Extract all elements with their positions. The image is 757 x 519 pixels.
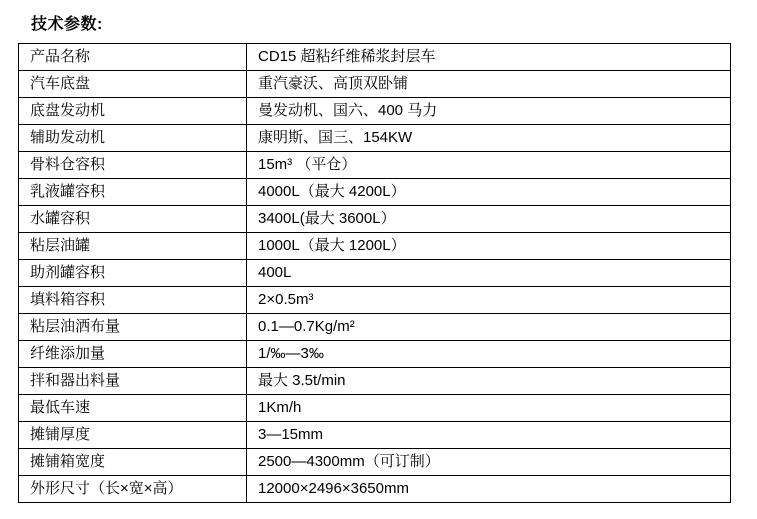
param-label: 粘层油罐 [19,233,247,260]
param-label: 底盘发动机 [19,98,247,125]
param-value: CD15 超粘纤维稀浆封层车 [247,44,731,71]
table-row [19,179,731,206]
table-row [19,98,731,125]
param-value: 重汽豪沃、高顶双卧铺 [247,71,731,98]
table-row [19,71,731,98]
param-value: 1Km/h [247,395,731,422]
table-row [19,341,731,368]
param-value: 4000L（最大 4200L） [247,179,731,206]
param-value: 康明斯、国三、154KW [247,125,731,152]
param-label: 乳液罐容积 [19,179,247,206]
page-title: 技术参数: [31,16,103,33]
param-label: 拌和器出料量 [19,368,247,395]
table-row [19,125,731,152]
spec-table [18,43,731,503]
param-label: 粘层油洒布量 [19,314,247,341]
param-label: 外形尺寸（长×宽×高） [19,476,247,503]
param-value: 15m³ （平仓） [247,152,731,179]
param-value: 12000×2496×3650mm [247,476,731,503]
param-label: 纤维添加量 [19,341,247,368]
table-row [19,422,731,449]
table-row [19,233,731,260]
param-value: 1000L（最大 1200L） [247,233,731,260]
table-row [19,260,731,287]
param-label: 最低车速 [19,395,247,422]
param-value: 400L [247,260,731,287]
param-label: 摊铺厚度 [19,422,247,449]
param-value: 最大 3.5t/min [247,368,731,395]
param-label: 助剂罐容积 [19,260,247,287]
table-row [19,449,731,476]
table-row [19,395,731,422]
table-row [19,206,731,233]
param-value: 1/‰—3‰ [247,341,731,368]
param-label: 摊铺箱宽度 [19,449,247,476]
param-label: 产品名称 [19,44,247,71]
param-label: 辅助发动机 [19,125,247,152]
param-value: 3400L(最大 3600L） [247,206,731,233]
spec-table-body [19,44,731,503]
param-label: 水罐容积 [19,206,247,233]
param-label: 填料箱容积 [19,287,247,314]
param-value: 3—15mm [247,422,731,449]
param-label: 汽车底盘 [19,71,247,98]
table-row [19,152,731,179]
table-row [19,44,731,71]
param-value: 0.1—0.7Kg/m² [247,314,731,341]
param-label: 骨料仓容积 [19,152,247,179]
table-row [19,368,731,395]
param-value: 曼发动机、国六、400 马力 [247,98,731,125]
table-row [19,287,731,314]
param-value: 2×0.5m³ [247,287,731,314]
table-row [19,314,731,341]
param-value: 2500—4300mm（可订制） [247,449,731,476]
table-row [19,476,731,503]
